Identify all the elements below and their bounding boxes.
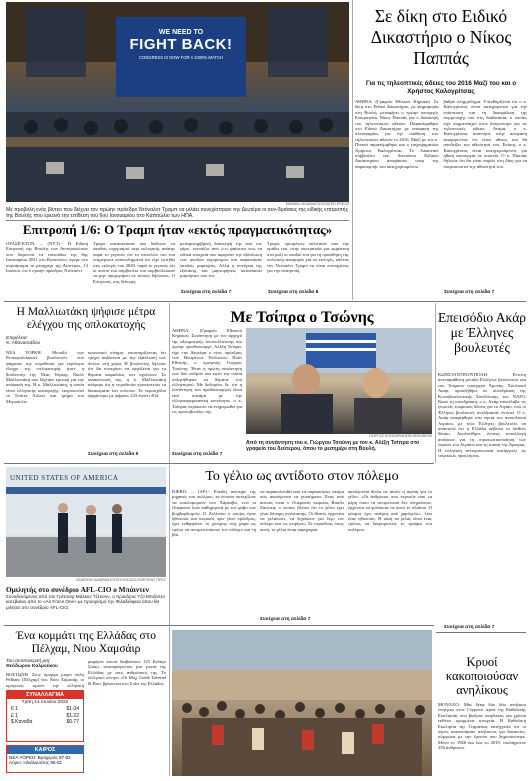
malliotakis-continued[interactable]: Συνέχεια στη σελίδα 5 xyxy=(88,452,139,457)
rate-row-cad: $ Καναδά $0.77 xyxy=(11,719,79,725)
pappas-story-col-2: βαθμό πλημμέλημα. Υπενθυμίζεται ότι ο κ. Καλογρίτσας είναι κατηγορείται για την επίσπευση και τη διασφάλιση της συμμετοχής του στη διαδικασία, ο οποίος είχε συμμετάσχει στον διαγωνισμό για τις τηλεοπτικές άδειες. Ανάμα, ο κ. Καλογρίτσας απάντησε στην απόφαση αναφέροντας ότι είναι αθώος και θα αποδείξει την αθωότητά του. Επίσης, ο κ. Καλογρίτσας είναι κατηγορούμενος για ηθική αυτουργία σε απιστία. Ο κ. Παππάς δήλωσε ότι θα είναι παρών στη δίκη για να υπερασπιστεί την αθωότητά του. xyxy=(443,99,527,169)
abuse-story: ΜΟΝΑΧΟ. Μία δέκα δύο δύο ανήλικοι ενέργεια στον Γερμανό ιερέα της Καθολικής Εκκλησίας που βιάζουν ανηλίκους για χρόνια εκθέτει κρυμμένα στοιχεία. Η Καθολική Εκκλησία της Γερμανίας κατήγγειλε ότι οι ιερείς κακοποίησαν ανήλικους για δεκαετίες, σύμφωνα με την έρευνα που δημοσιεύτηκε. Μόνο το 1946 και έως το 2019, τουλάχιστον 250 άνθρωποι. xyxy=(438,702,526,751)
trump-story-col-3: μεταμεσημβρινή διάσκεψή της από τον γάμο, εντοπίζει από ό,τι φαίνεται πως τα ειδικά στοιχεία που αφορούν την εξάπλωση των ψευδών ισχυρισμών και παρουσίασε ψευδείς μαρτυρίες. Αλλά η συνέχεια της εξέτασης και μαρτυρήσεις κατατάσσει μαρτύριον που τον xyxy=(180,241,262,279)
malliotakis-headline[interactable]: Η Μαλλιωτάκη ψήφισε μέτρα ελέγχου της οπλοκατοχής xyxy=(16,306,156,331)
akar-story: ΚΩΝΣΤΑΝΤΙΝΟΥΠΟΛΗ. Εντονη αντιπαράθεση μεταξύ Ελλήνων βουλευτών και του Τούρκου υπουργού Άμυνας, Χουλουσί Ακάρ, προκλήθηκε σε συνεδρίαση της Κοινοβουλευτικής Συνέλευσης του ΝΑΤΟ. Κατά τη συνεδρίαση, ο κ. Ακάρ επανέλαβε τις γνωστές τουρκικές θέσεις για το Αιγαίο, ενώ οι Έλληνες βουλευτές αντέδρασαν έντονα. Ο κ. Ακάρ αναφέρθηκε στα νησιά του ανατολικού Αιγαίου, με τους Έλληνες βουλευτές να απαντούν ότι η Ελλάδα σέβεται το διεθνές δίκαιο. Ακολούθησε έντονη ανταλλαγή απόψεων για τη στρατιωτικοποίηση των νησιών του Αιγαίου και τη στάση της Άγκυρας. Η ελληνική αντιπροσωπεία κατήγγειλε τις τουρκικές προκλήσεις. xyxy=(438,372,526,459)
tsipras-photo-credit: ΓΙΩΡΓΟΣ ΚΟΝΤΑΡΙΝΗΣ/EUROKINISSI xyxy=(368,434,432,438)
banner-line-1: WE NEED TO xyxy=(158,29,204,36)
tsipras-headline[interactable]: Με Τσίπρα ο Τσώνης xyxy=(230,309,374,326)
pelham-headline[interactable]: Ένα κομμάτι της Ελλάδας στο Πέλχαμ, Νιου Χαμσάιρ xyxy=(15,630,157,655)
hearing-photo xyxy=(6,2,349,202)
weather-box xyxy=(6,745,84,773)
weather-line: ΝΕΑ ΥΟΡΚΗ: Βροχερός 67-82 Αύριο: Ηλιόλουστος 68-81 xyxy=(9,755,71,766)
laughter-continued[interactable]: Συνέχεια στη σελίδα 7 xyxy=(260,617,311,622)
laughter-story-col-1: ΚΙΕΒΟ. – (ΑΡ).- Επειδή ανέτυχα της μηχανές του πολέμου, τα έντυπα συνεχίζουν να κυκλοφορούν στο Χάρκοβο, ενώ οι Ουκρανοί ζουν καθημερινά με τον φόβο των βομβαρδισμών. Ο Ζελένσκι ο οποίος ήταν ηθοποιός και κωμικός πριν γίνει πρόεδρος, έχει ενθαρρύνει το χιούμορ στη χώρα ως τρόπο να αντιμετωπίσουν τον πόλεμο και τη βία. xyxy=(172,489,256,538)
pappas-headline[interactable]: Σε δίκη στο Ειδικό Δικαστήριο ο Νίκος Παππάς xyxy=(370,6,512,68)
malliotakis-story-col-2: κοινωνικό κίνημα, υποστηρίζοντας ότι τρέχει αυξάνεται με την εξάπλωση των όπλων στη χώρα. Η βουλευτής δήλωσε ότι θα συνεχίσει να εργάζεται για τα θέματα ασφαλείας των σχολείων. Σε ανακοίνωσή της, η κ. Μαλλιωτάκη ανέφερε ότι η νομοθεσία προστατεύει τα δικαιώματα των πολιτών. Το νομοσχέδιο ψηφίστηκε με ψήφους 223 έναντι 204. xyxy=(88,350,166,399)
exchange-rates-title: ΣΥΝΑΛΛΑΓΜΑ xyxy=(7,691,83,699)
trump-story-continued-8[interactable]: Συνέχεια στη σελίδα 8 xyxy=(268,290,319,295)
akar-continued[interactable]: Συνέχεια στη σελίδα 7 xyxy=(444,625,495,630)
trump-story-col-1: ΟΥΑΣΙΓΚΤΟΝ. – (ΝΥΤ).- Η Ειδική Επιτροπή της Βουλής των Αντιπροσώπων που διερευνά τα επεισόδια της 6ης Ιανουαρίου 2021 στο Καπιτώλιο, έφερε στο συρτάρισμα το μεσημέρι της Δευτέρας, 13 Ιουνίου, ότι ο πρώην πρόεδρος Ντόναλντ xyxy=(6,241,88,274)
pelham-story-col-2: ραφέρον κοντά διαβαίνουν 125 Κελάρι Σούκι, αναπαράγοντας μια γωνιά της Ελλάδας με τους ανθρώπους της. Το ελληνικό κέντρο «Οι Μοχ Greek Taverna & Bar» βρίσκεται στο Σπίτι της Ελλάδας. xyxy=(88,659,166,686)
pappas-story-continued[interactable]: Συνέχεια στη σελίδα 7 xyxy=(444,290,495,295)
tsipras-photo-caption: Από τη συνάντηση του κ. Γιώργου Τσούνη με τον κ. Αλέξη Τσίπρα στο γραφείο του δεύτερου, όπου το μεσημέρι στη Βουλή. xyxy=(246,440,420,452)
biden-photo xyxy=(6,467,166,577)
trump-story-continued-7[interactable]: Συνέχεια στη σελίδα 7 xyxy=(181,290,232,295)
crowd-photo xyxy=(172,630,432,776)
malliotakis-story-col-1: ΝΕΑ ΥΟΡΚΗ. Μεταξύ των Ρεπουμπλικανών βουλευτών που ψήφισαν την νομοθεσία για ευρύτερο έλεγχο της οπλοκατοχής ήταν η βουλευτής της Νέας Υόρκης Νικόλ Μαλλιωτάκη που δέχτηκε κριτική για την απόφασή της. Η κ. Μαλλιωτάκη, η οποία είναι ελληνικής καταγωγής, εκπροσωπεί το Στάτεν Άιλαντ και τμήμα του Μπρούκλιν. xyxy=(6,350,84,404)
tsipras-photo xyxy=(246,328,432,434)
biden-headline[interactable]: Ομιλητής στο συνέδριο AFL-CIO ο Μπάιντεν xyxy=(6,585,149,594)
laughter-headline[interactable]: Το γέλιο ως αντίδοτο στον πόλεμο xyxy=(205,469,399,484)
tsipras-continued[interactable]: Συνέχεια στη σελίδα 7 xyxy=(172,452,223,457)
biden-photo-credit: ΣΑΜΟΥΗΛ ΑΜΑΡΑΝΤΟΠΟΥΛΟΣ/ΑΣΣΟΣΙΕΪΤΕΝΤ ΠΡΕΣ xyxy=(75,578,166,582)
biden-photo-plane-text: UNITED STATES OF AMERICA xyxy=(10,474,119,482)
exchange-rates-date: Τρίτη 14 Ιουνίου 2022 xyxy=(21,700,69,705)
pappas-subhead: Για τις τηλεοπτικές άδειες του 2016 Μαζί του και ο Χρήστος Καλογρίτσας xyxy=(365,80,517,95)
pelham-story-col-1: ΒΟΣΤΩΝΗ. Στον όμορφο μικρό πόλη Pelham (Πέλχαμ) του Νιου Χάμσαϊρ, οι ομογενείς τιμούν την ελληνική xyxy=(6,672,84,688)
trump-story-col-2: Τραμπ κατασκεύασε και διέδωσε τα ψευδείς ισχυρισμοί περί εκλογικής απάτης παρά το γεγονός ότι το επιτελείο του του ενημέρωσε επανειλημμένα ότι είχε ηττηθεί στις εκλογές του 2020, παρά το γεγονός ότι οι πιστοί του σύμβουλοι του συμβούλευσαν να μην προχωρήσει σε τέτοιες δηλώσεις. Ο Επιτροπή, στη δεύτερη xyxy=(93,241,175,284)
exchange-rates-box xyxy=(6,690,84,742)
akar-headline[interactable]: Επεισόδιο Ακάρ με Έλληνες βουλευτές xyxy=(438,310,527,355)
rate-row-euro: € 1 $1.04 xyxy=(11,706,79,712)
pappas-story-col-1: ΑΘΗΝΑ. (Γραφείο Εθνικού Κήρυκα). Σε δίκη στο Ειδικό Δικαστήριο, με ψηφοφορία στη Βουλή, μεταφέρει ο πρώην υπουργός Επικρατείας Νίκος Παππάς για ο διάσκεψη του τηλεοπτικών αδειών. Παραπέμφθηκε στο Ειδικό Δικαστήριο με απόφαση της πλειοψηφίας για την υπόθεση των τηλεοπτικών αδειών το 2016. Μαζί με τον κ. Παππά παραπέμφθηκε και ο επιχειρηματίας Χρήστος Καλογρίτσας. Το δικαστικό συμβούλιο του Ανωτάτου Ειδικού Δικαστηρίου αποφάσισε υπέρ της παραπομπής του κατηγορουμένου. xyxy=(355,99,439,169)
abuse-headline[interactable]: Κρυοί κακοποιούσαν ανηλίκους xyxy=(445,655,519,697)
weather-title: ΚΑΙΡΟΣ xyxy=(7,746,83,754)
banner-line-2: FIGHT BACK! xyxy=(129,36,233,53)
laughter-story-col-2: να παρακολουθεί από τα παρασκήνια, ακόμα πώς ακούγονται τα χτυπήματα. Ένας από αυτούς είναι ο Ουκρανός κωμικός Βασίλι Ζάιτσεφ, ο οποίος βλέπει ότι το γέλιο έχει γίνει δύναμη αντίστασης. Οι θεατές έρχονται να γελάσουν, να ξεχάσουν για λίγο τον πόλεμο και τις σειρήνες. Σε περιόδους όπως αυτή, το γέλιο είναι παρηγοριά. xyxy=(260,489,344,532)
pelham-byline-label: Του ανταποκριτή μας xyxy=(6,659,51,664)
laughter-story-col-3: ακούγονται δίπλα σε αυτόν η αγάπη για το γέλιο. «Οι άνθρωποι που περνούν από τα μέρη όπου τα αντιμέτωπα δεν πληρώνουν, έρχονται να γελάσουν σε αυτό το πλαίσιο. Ο κόσμος έχει ανάγκη από χαμόγελο», λέει ένας ηθοποιός. Η τάση να γελάς είναι ένας τρόπος να διαχειριστείς το τραύμα του πολέμου. xyxy=(348,489,432,532)
banner-line-3: CONGRESS IS NOW FOR A 1000% MATCH xyxy=(139,55,223,60)
trump-story-col-4: Τραμπ, ορισμένων πολιτικών από την ομάδα του, στην εκστρατεία για εμφάνιση στα μαζί οι οπαδοί του για τη προώθηση της πολιτικής αναφοράς για τις εκλογές, κάλεσε τον Ντόναλντ Τραμπ να είναι ευνοημένος για την ανατροπή. xyxy=(267,241,349,274)
trump-committee-headline[interactable]: Επιτροπή 1/6: Ο Τραμπ ήταν «εκτός πραγματικότητας» xyxy=(22,222,333,237)
hearing-photo-caption: Με προβολή ενός βίντεο που δείχνει τον πρώην πρόεδρο Ντόναλντ Τραμπ να μιλάει συνεχίστηκαν την Δευτέρα οι συν-δριάσεις της ειδικής επιτροπής της Βουλής που ερευνά την επίθεση του 6ου Ιανουαρίου στο Καπιτώλιο των ΗΠΑ. xyxy=(6,207,349,219)
malliotakis-byline: Χ. Αθανασιάδου xyxy=(6,341,41,346)
malliotakis-byline-label: Επιμέλεια: xyxy=(6,336,28,341)
biden-caption: Συνοδευόμενος από τον Γρέτσιαρ Μάλκον Τζέκσον, ο πρόεδρος Τζο Μπάιντεν κατεβαίνει από το «Air Force One» με προορισμό την Φιλαδέλφεια όπου θα μιλήσει στο συνέδριο AFL-CIO. xyxy=(6,594,165,610)
hearing-photo-credit: MANDEL NGAN/ASSOCIATED PRESS xyxy=(285,202,349,206)
tsipras-story: ΑΘΗΝΑ. (Γραφείο Εθνικού Κήρυκα). Συνάντηση με τον αρχηγό της αξιωματικής αντιπολίτευσης και πρώην πρωθυπουργό, Αλέξη Τσίπρα, είχε την Δευτέρα ο νέος πρόεδρος των Ηνωμένων Πολιτειών Πούτ Εθνικής, ο ομογενής Γιώργος Τσούνης. Ήταν η πρώτη συνάντηση των δύο ανδρών και κατά την οποία συζητήθηκαν τα θέματα του ελληνισμού. Με δεδομένο δε, ότι η συνάντηση των πρωθυπουργών είναι εκεί συνάμα με την ελληνοαμερικανική κοινότητα, ο κ. Τσίπρας επρόκειτο να ενημερωθεί για τις πρωτοβουλίες της. xyxy=(172,328,242,415)
pelham-byline: Θεόδωρου Καλμούκου xyxy=(6,664,58,669)
rate-row-pound: £ 1 $1.22 xyxy=(11,712,79,719)
